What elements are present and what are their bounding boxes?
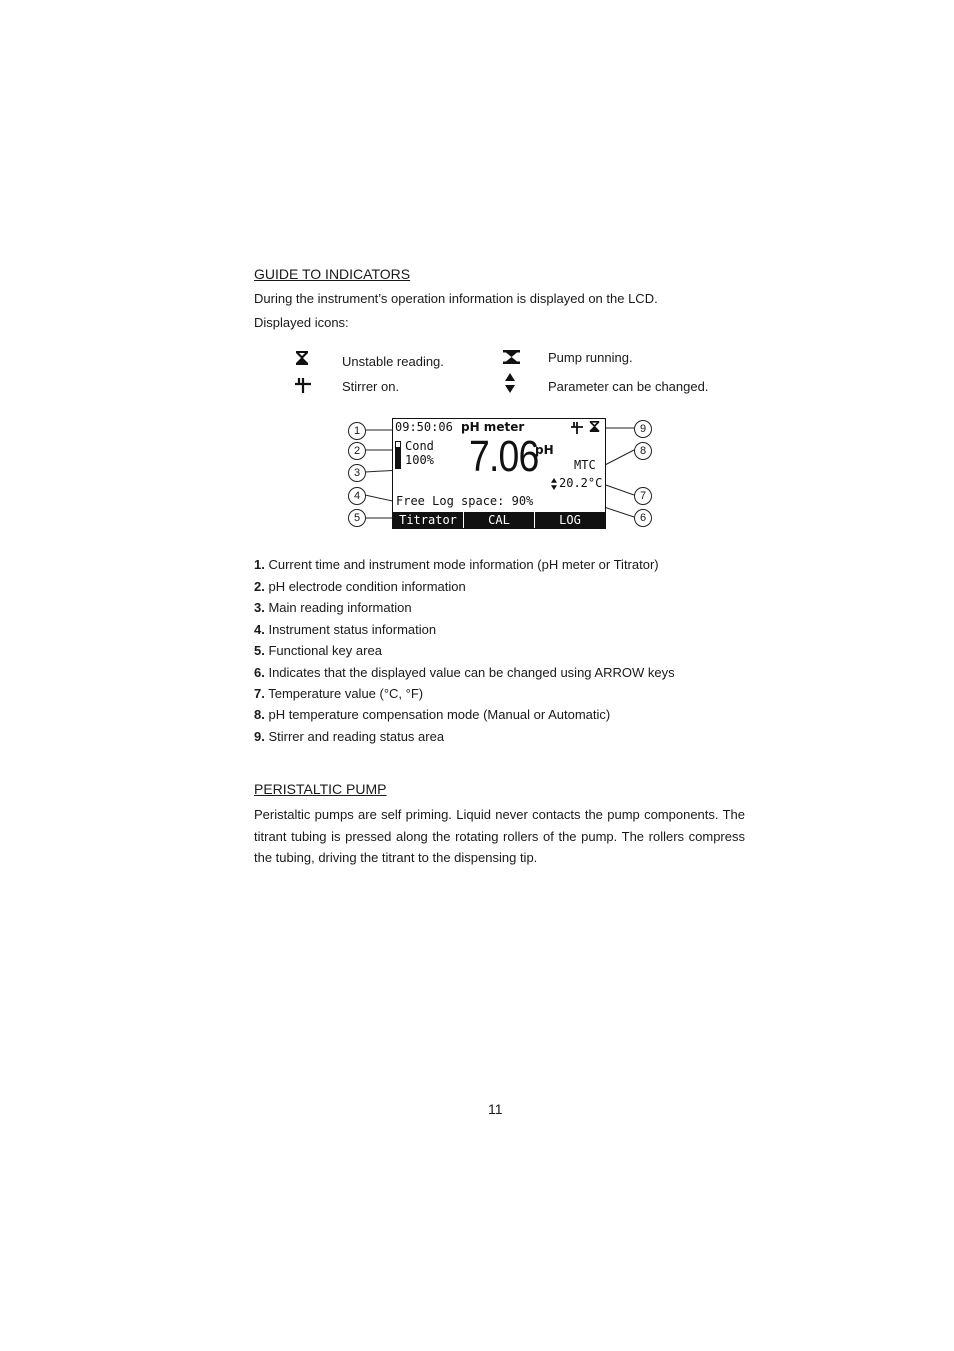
- callout-6: 6: [634, 509, 652, 527]
- callout-7: 7: [634, 487, 652, 505]
- legend-item: 9. Stirrer and reading status area: [254, 729, 445, 744]
- lcd-reading: 7.06: [469, 432, 539, 481]
- lcd-key-bar: [393, 512, 605, 528]
- lcd-cond-value: 100%: [405, 453, 434, 467]
- lcd-unit: pH: [535, 443, 554, 457]
- lcd-stirrer-icon: [571, 421, 583, 433]
- key-log: LOG: [559, 513, 581, 527]
- lcd-display: [392, 418, 606, 529]
- lcd-time: 09:50:06: [395, 420, 453, 434]
- legend-item: 4. Instrument status information: [254, 622, 437, 637]
- legend-item: 8. pH temperature compensation mode (Manual or Automatic): [254, 707, 611, 722]
- legend-item: 5. Functional key area: [254, 643, 382, 658]
- icon-label-unstable: Unstable reading.: [342, 354, 444, 369]
- legend-item: 6. Indicates that the displayed value can be changed using ARROW keys: [254, 665, 675, 680]
- legend-item: 3. Main reading information: [254, 600, 412, 615]
- key-titrator: Titrator: [393, 512, 464, 528]
- guide-heading: GUIDE TO INDICATORS: [254, 266, 411, 282]
- lcd-status: Free Log space: 90%: [396, 494, 534, 508]
- guide-displayed-icons: Displayed icons:: [254, 315, 349, 330]
- page-number: 11: [488, 1101, 503, 1117]
- guide-intro: During the instrument’s operation information is displayed on the LCD.: [254, 291, 658, 306]
- callout-5: 5: [348, 509, 366, 527]
- icon-label-stirrer: Stirrer on.: [342, 379, 400, 394]
- legend-item: 7. Temperature value (°C, °F): [254, 686, 424, 701]
- callout-4: 4: [348, 487, 366, 505]
- callout-1: 1: [348, 422, 366, 440]
- callout-3: 3: [348, 464, 366, 482]
- lcd-temperature: 20.2°C: [559, 476, 603, 490]
- pump-paragraph: Peristaltic pumps are self priming. Liquid never contacts the pump components. The titrant tubing is pressed along the rotating rollers of the pump. The rollers compress the tubing, driving the titrant to the dispensing tip.: [254, 807, 745, 865]
- legend-item: 1. Current time and instrument mode information (pH meter or Titrator): [254, 557, 659, 572]
- lcd-hourglass-icon: [589, 420, 600, 433]
- pump-heading: PERISTALTIC PUMP: [254, 781, 387, 797]
- callout-2: 2: [348, 442, 366, 460]
- callout-9: 9: [634, 420, 652, 438]
- lcd-mode: pH meter: [461, 420, 525, 434]
- lcd-comp-mode: MTC: [574, 458, 596, 472]
- icon-label-arrow: Parameter can be changed.: [548, 379, 709, 394]
- lcd-cond-label: Cond: [405, 439, 434, 453]
- key-cal: CAL: [464, 512, 535, 528]
- electrode-condition-bar: [395, 441, 401, 469]
- icon-label-pump: Pump running.: [548, 350, 633, 365]
- callout-8: 8: [634, 442, 652, 460]
- lcd-arrow-icon: [550, 477, 558, 489]
- legend-item: 2. pH electrode condition information: [254, 579, 466, 594]
